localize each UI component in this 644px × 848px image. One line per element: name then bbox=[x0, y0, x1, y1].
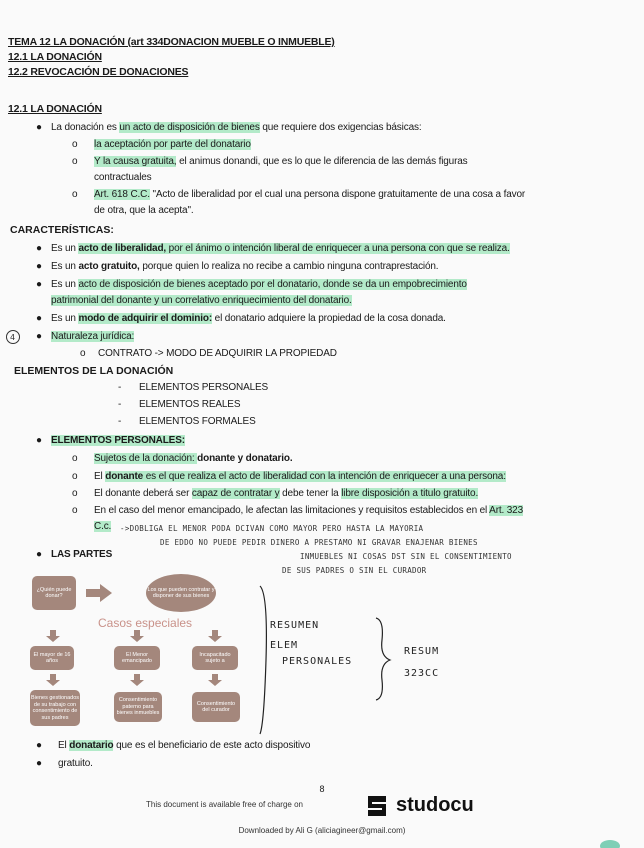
circle-bullet: o bbox=[72, 471, 78, 482]
corner-decoration-icon bbox=[596, 834, 626, 848]
circle-bullet: o bbox=[72, 189, 78, 200]
section-title: 12.1 LA DONACIÓN bbox=[8, 103, 102, 115]
bullet: ● bbox=[36, 758, 43, 769]
diagram-answer-oval: Los que pueden contratar y disponer de sus bienes bbox=[146, 574, 216, 612]
caracteristica-2: Es un acto gratuito, porque quien lo realiza no recibe a cambio ninguna contraprestación. bbox=[51, 261, 439, 272]
intro-item-1: la aceptación por parte del donatario bbox=[94, 139, 251, 150]
caracteristica-3: Es un acto de disposición de bienes aceptado por el donatario, donde se da un empobrecimiento bbox=[51, 279, 467, 290]
personales-1: Sujetos de la donación: donante y donatario. bbox=[94, 453, 293, 464]
diagram-box-mayor-16: El mayor de 16 años bbox=[30, 646, 74, 670]
handwritten-note-3: INMUEBLES NI COSAS DST SIN EL CONSENTIMIENTO bbox=[300, 552, 512, 561]
arrow-down-icon bbox=[208, 630, 222, 642]
circle-bullet: o bbox=[80, 348, 86, 359]
bullet: ● bbox=[36, 261, 43, 272]
handwritten-note-2: DE EDDO NO PUEDE PEDIR DINERO A PRESTAMO NI GRAVAR ENAJENAR BIENES bbox=[160, 538, 478, 547]
downloaded-by: Downloaded by Ali G (aliciagineer@gmail.com) bbox=[238, 826, 406, 835]
bullet: ● bbox=[36, 435, 43, 446]
circled-number-icon bbox=[5, 329, 21, 345]
circle-bullet: o bbox=[72, 505, 78, 516]
handwritten-bracket-icon bbox=[258, 584, 272, 736]
arrow-down-icon bbox=[46, 674, 60, 686]
handwritten-personales: PERSONALES bbox=[282, 656, 353, 667]
arrow-down-icon bbox=[208, 674, 222, 686]
personales-4-cont: C.c. bbox=[94, 521, 112, 532]
elementos-title: ELEMENTOS DE LA DONACIÓN bbox=[14, 365, 174, 377]
intro-item-2-cont: contractuales bbox=[94, 172, 152, 183]
bullet: ● bbox=[36, 313, 43, 324]
diagram-box-incapacitado: Incapacitado sujeto a bbox=[192, 646, 238, 670]
gratuito-line: gratuito. bbox=[58, 758, 93, 769]
circle-bullet: o bbox=[72, 488, 78, 499]
arrow-right-icon bbox=[86, 584, 112, 602]
donatario-line: El donatario que es el beneficiario de este acto dispositivo bbox=[58, 740, 311, 751]
naturaleza-sub: CONTRATO -> MODO DE ADQUIRIR LA PROPIEDAD bbox=[98, 348, 337, 359]
intro-item-3: Art. 618 C.C. "Acto de liberalidad por el cual una persona dispone gratuitamente de una cosa a favor bbox=[94, 189, 526, 200]
circle-bullet: o bbox=[72, 453, 78, 464]
caracteristicas-title: CARACTERÍSTICAS: bbox=[10, 224, 114, 236]
naturaleza-juridica: Naturaleza jurídica: bbox=[51, 331, 135, 342]
diagram-box-consentimiento-paterno: Consentimiento paterno para bienes inmuebles bbox=[114, 692, 162, 722]
dash: - bbox=[118, 382, 122, 393]
bullet: ● bbox=[36, 740, 43, 751]
handwritten-elem: ELEM bbox=[270, 640, 299, 651]
tema-title: TEMA 12 LA DONACIÓN (art 334DONACION MUEBLE O INMUEBLE) bbox=[8, 36, 335, 48]
page-number: 8 bbox=[319, 784, 325, 794]
diagram-title: Casos especiales bbox=[98, 616, 193, 630]
bullet: ● bbox=[36, 331, 43, 342]
bullet: ● bbox=[36, 549, 43, 560]
handwritten-resumen: RESUMEN bbox=[270, 620, 320, 631]
diagram-question-box: ¿Quién puede donar? bbox=[32, 576, 76, 610]
diagram-box-menor-emancipado: El Menor emancipado bbox=[114, 646, 160, 670]
personales-4: En el caso del menor emancipado, le afectan las limitaciones y requisitos establecidos en el Art. 323 bbox=[94, 505, 523, 516]
free-notice[interactable]: This document is available free of charge on bbox=[146, 800, 303, 809]
casos-especiales-diagram bbox=[28, 574, 260, 732]
handwritten-note-4: DE SUS PADRES O SIN EL CURADOR bbox=[282, 566, 427, 575]
bullet: ● bbox=[36, 243, 43, 254]
dash: - bbox=[118, 416, 122, 427]
handwritten-brace-icon bbox=[372, 616, 394, 702]
bullet: ● bbox=[36, 279, 43, 290]
elemento-2: ELEMENTOS REALES bbox=[139, 399, 241, 410]
arrow-down-icon bbox=[130, 674, 144, 686]
intro-line: La donación es un acto de disposición de bienes que requiere dos exigencias básicas: bbox=[51, 122, 422, 133]
studocu-logo-icon bbox=[362, 794, 392, 818]
intro-item-3-cont: de otra, que la acepta". bbox=[94, 205, 194, 216]
elemento-3: ELEMENTOS FORMALES bbox=[139, 416, 256, 427]
personales-2: El donante es el que realiza el acto de liberalidad con la intención de enriquecer a una persona: bbox=[94, 471, 506, 482]
subtitle-revocacion: 12.2 REVOCACIÓN DE DONACIONES bbox=[8, 66, 189, 78]
subtitle-donacion: 12.1 LA DONACIÓN bbox=[8, 51, 102, 63]
dash: - bbox=[118, 399, 122, 410]
arrow-down-icon bbox=[130, 630, 144, 642]
personales-title: ELEMENTOS PERSONALES: bbox=[51, 435, 185, 446]
arrow-down-icon bbox=[46, 630, 60, 642]
diagram-box-bienes-trabajo: Bienes gestionados de su trabajo con consentimiento de sus padres bbox=[30, 690, 80, 726]
bullet: ● bbox=[36, 122, 43, 133]
caracteristica-1: Es un acto de liberalidad, por el ánimo o intención liberal de enriquecer a una persona con que se realiza. bbox=[51, 243, 510, 254]
handwritten-323cc: 323CC bbox=[404, 668, 440, 679]
caracteristica-3-cont: patrimonial del donante y un correlativo enriquecimiento del donatario. bbox=[51, 295, 352, 306]
personales-3: El donante deberá ser capaz de contratar y debe tener la libre disposición a titulo gratuito. bbox=[94, 488, 479, 499]
caracteristica-4: Es un modo de adquirir el dominio: el donatario adquiere la propiedad de la cosa donada. bbox=[51, 313, 446, 324]
svg-text:4: 4 bbox=[10, 333, 16, 342]
partes-title: LAS PARTES bbox=[51, 549, 113, 560]
circle-bullet: o bbox=[72, 139, 78, 150]
circle-bullet: o bbox=[72, 156, 78, 167]
diagram-box-consentimiento-curador: Consentimiento del curador bbox=[192, 692, 240, 722]
handwritten-note-1: ->DOBLIGA EL MENOR PODA DCIVAN COMO MAYOR PERO HASTA LA MAYORIA bbox=[120, 524, 424, 533]
handwritten-resum: RESUM bbox=[404, 646, 440, 657]
studocu-brand[interactable]: studocu bbox=[396, 794, 474, 816]
elemento-1: ELEMENTOS PERSONALES bbox=[139, 382, 269, 393]
intro-item-2: Y la causa gratuita, el animus donandi, que es lo que le diferencia de las demás figuras bbox=[94, 156, 468, 167]
